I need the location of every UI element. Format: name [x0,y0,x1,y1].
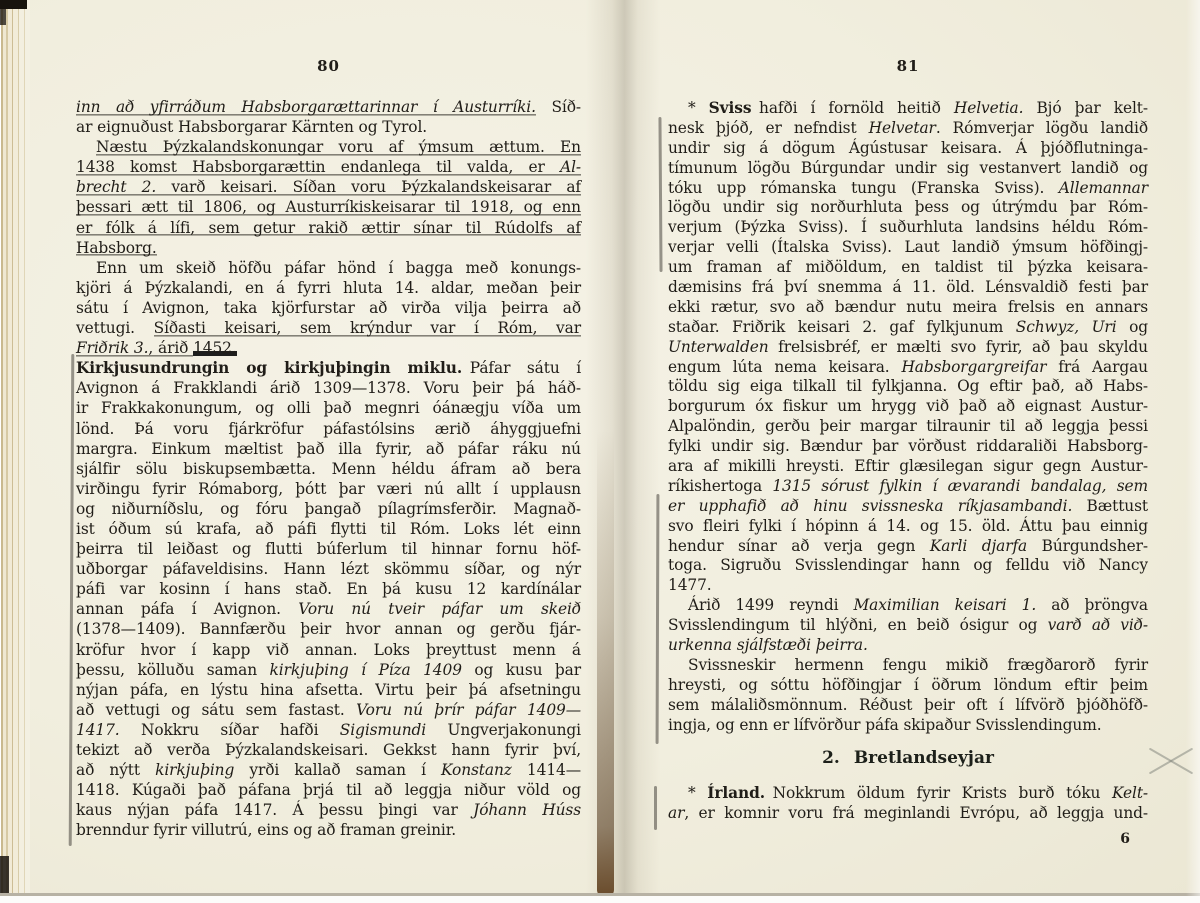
text-line: 1477. [668,576,712,595]
text-line: Kirkjusundrungin og kirkjuþingin miklu. Páfar sátu í [76,359,582,378]
page-edge-stack [0,0,30,896]
page-number-left: 80 [317,57,340,75]
text-line: um framan af miðöldum, en taldist til þýzka keisara- [668,258,1148,277]
text-line: Friðrik 3., árið 1452. [76,339,237,358]
book-gutter-shadow [597,430,614,896]
scan-background [0,896,1200,903]
text-line: tekizt að verða Þýzkalandskeisari. Gekkst hann fyrir því, [76,741,581,759]
text-line: verjum (Þýzka Sviss). Í suðurhluta landsins héldu Róm- [668,218,1148,237]
text-line: urkenna sjálfstæði þeirra. [668,636,868,655]
text-line: að nýtt kirkjuþing yrði kallað saman í Konstanz 1414— [76,761,581,780]
text-line: Árið 1499 reyndi Maximilian keisari 1. að þröngva [688,596,1148,615]
text-line: brecht 2. varð keisari. Síðan voru Þýzkalandskeisarar af [76,178,581,197]
text-line: og niðurníðslu, og fóru þangað pílagrímsferðir. Magnað- [76,499,581,518]
text-line: er upphafið að hinu svissneska ríkjasambandi. Bættust [668,496,1148,515]
text-line: Enn um skeið höfðu páfar hönd í bagga með konungs- [96,258,581,277]
text-line: toga. Sigruðu Svisslendingar hann og felldu við Nancy [668,556,1148,575]
text-line: annan páfa í Avignon. Voru nú tveir páfar um skeið [76,600,581,619]
text-line: (1378—1409). Bannfærðu þeir hvor annan og gerðu fjár- [76,620,581,639]
section-heading [668,748,1148,768]
right-page-text-column [668,99,1148,736]
text-line: Avignon á Frakklandi árið 1309—1378. Voru þeir þá háð- [76,379,581,398]
text-line: er fólk á lífi, sem getur rakið ættir sínar til Rúdolfs af [76,218,581,237]
text-line: lönd. Þá voru fjárkröfur páfastólsins ærið áhyggjuefni [76,419,581,438]
text-line: þessu, kölluðu saman kirkjuþing í Píza 1409 og kusu þar [76,660,582,679]
page-number-right: 81 [896,57,920,75]
text-line: ir Frakkakonungum, og olli það megnri óánægju víða um [76,399,581,418]
text-line: brenndur fyrir villutrú, eins og að framan greinir. [76,821,457,840]
text-line: töldu sig eiga tilkall til fylkjanna. Og eftir það, að Habs- [668,377,1148,396]
text-line: sem málaliðsmönnum. Réðust þeir oft í lífvörð þjóðhöfð- [668,695,1148,714]
text-line: Næstu Þýzkalandskonungar voru af ýmsum ættum. En [96,138,581,157]
text-line: ar eignuðust Habsborgarar Kärnten og Tyrol. [76,118,428,137]
text-line: lögðu undir sig norðurhluta þess og útrýmdu þar Róm- [668,198,1148,217]
text-line: fylki undir sig. Bændur þar vörðust riddaraliði Habsborg- [668,437,1148,456]
text-line: Alpalöndin, gerðu þeir margar tilraunir til að leggja þessi [668,417,1148,436]
pencil-x-mark [1146,744,1196,780]
text-line: ekki rætur, svo að bændur nutu meira frelsis en annars [668,297,1148,316]
text-line: ara af mikilli hreysti. Eftir glæsilegan sigur gegn Austur- [668,457,1148,476]
text-line: inn að yfirráðum Habsborgarættarinnar í Austurríki. Síð- [76,98,581,116]
text-line: verjar velli (Ítalska Sviss). Laut landið ýmsum höfðingj- [668,238,1148,257]
text-line: staðar. Friðrik keisari 2. gaf fylkjunum Schwyz, Uri og [668,317,1148,336]
text-line: svo fleiri fylki í hópinn á 14. og 15. öld. Áttu þau einnig [668,516,1148,535]
scan-corner-shadow [0,0,27,9]
section-number: 2. [822,748,840,768]
text-line: Svissneskir hermenn fengu mikið frægðarorð fyrir [688,655,1148,674]
text-line: þeirra til leiðast og flutti búferlum til hinnar fornu höf- [76,540,581,559]
signature-number: 6 [1120,831,1130,847]
text-line: hreysti, og sóttu höfðingjar í öðrum löndum eftir þeim [668,675,1148,694]
text-line: engum lúta nema keisara. Habsborgargreifar frá Aargau [668,357,1148,376]
text-line: virðingu fyrir Rómaborg, þótt þar væri nú allt í upplausn [76,479,581,498]
text-line: kaus nýjan páfa 1417. Á þessu þingi var Jóhann Húss [76,801,581,820]
right-page-text-column-2 [668,784,1148,824]
text-line: margra. Einkum mæltist það illa fyrir, að páfar ráku nú [76,439,581,458]
pencil-margin-line [658,117,662,272]
left-page-text-column [76,97,581,840]
text-line: páfi var kosinn í hans stað. En þá kusu 12 kardínálar [76,580,581,599]
pencil-margin-line [654,786,657,830]
text-line: ar, er komnir voru frá meginlandi Evrópu, að leggja und- [668,803,1148,822]
text-line: kröfur hvor í kapp við annan. Loks þreyttust menn á [76,640,581,659]
text-line: vettugi. Síðasti keisari, sem krýndur var í Róm, var [76,319,581,338]
pencil-margin-line [69,354,74,846]
scan-corner-shadow [0,856,9,896]
text-line: 1418. Kúgaði það páfana þrjá til að leggja niður völd og [76,781,581,800]
text-line: uðborgar páfaveldisins. Hann lézt skömmu síðar, og nýr [76,560,581,579]
text-line: sátu í Avignon, taka kjörfurstar að virða vilja þeirra að [76,298,581,317]
text-line: undir sig á dögum Ágústusar keisara. Á þjóðflutninga- [668,138,1148,157]
text-line: * Sviss hafði í fornöld heitið Helvetia. Bjó þar kelt- [688,99,1148,117]
text-line: dæmisins frá því snemma á 11. öld. Lénsvaldið festi þar [668,278,1148,297]
text-line: Svisslendingum til hlýðni, en beið ósigur og varð að við- [668,616,1148,635]
text-line: * Írland. Nokkrum öldum fyrir Krists burð tóku Kelt- [688,784,1148,802]
text-line: sjálfir sölu biskupsembætta. Menn héldu áfram að bera [76,459,581,478]
text-line: ingja, og enn er lífvörður páfa skipaður Svisslendingum. [668,715,1102,734]
text-line: ist óðum sú krafa, að páfi flytti til Róm. Loks lét einn [76,519,581,538]
text-line: hendur sínar að verja gegn Karli djarfa Búrgundsher- [668,536,1148,555]
text-line: Habsborg. [76,238,157,257]
text-line: Unterwalden frelsisbréf, er mælti svo fyrir, að þau skyldu [668,337,1148,356]
text-line: kjöri á Þýzkalandi, en á fyrri hluta 14. aldar, meðan þeir [76,278,581,297]
text-line: þessari ætt til 1806, og Austurríkiskeisarar til 1918, og enn [76,198,581,217]
text-line: nýjan páfa, en lýstu hina afsetta. Virtu þeir þá afsetningu [76,680,581,699]
text-line: borgurum óx fiskur um hrygg við það að eignast Austur- [668,397,1148,416]
section-title: Bretlandseyjar [853,748,994,768]
text-line: nesk þjóð, er nefndist Helvetar. Rómverjar lögðu landið [668,118,1148,137]
scan-corner-shadow [0,9,6,25]
text-line: tóku upp rómanska tungu (Franska Sviss). Allemannar [668,178,1148,197]
text-line: 1438 komst Habsborgarættin endanlega til valda, er Al- [76,158,581,177]
text-line: 1417. Nokkru síðar hafði Sigismundi Ungverjakonungi [76,720,581,739]
text-line: ríkishertoga 1315 sórust fylkin í ævarandi bandalag, sem [668,476,1148,495]
text-line: að vettugi og sátu sem fastast. Voru nú þrír páfar 1409— [76,700,581,719]
text-line: tímunum lögðu Búrgundar undir sig vestanvert landið og [668,158,1148,177]
